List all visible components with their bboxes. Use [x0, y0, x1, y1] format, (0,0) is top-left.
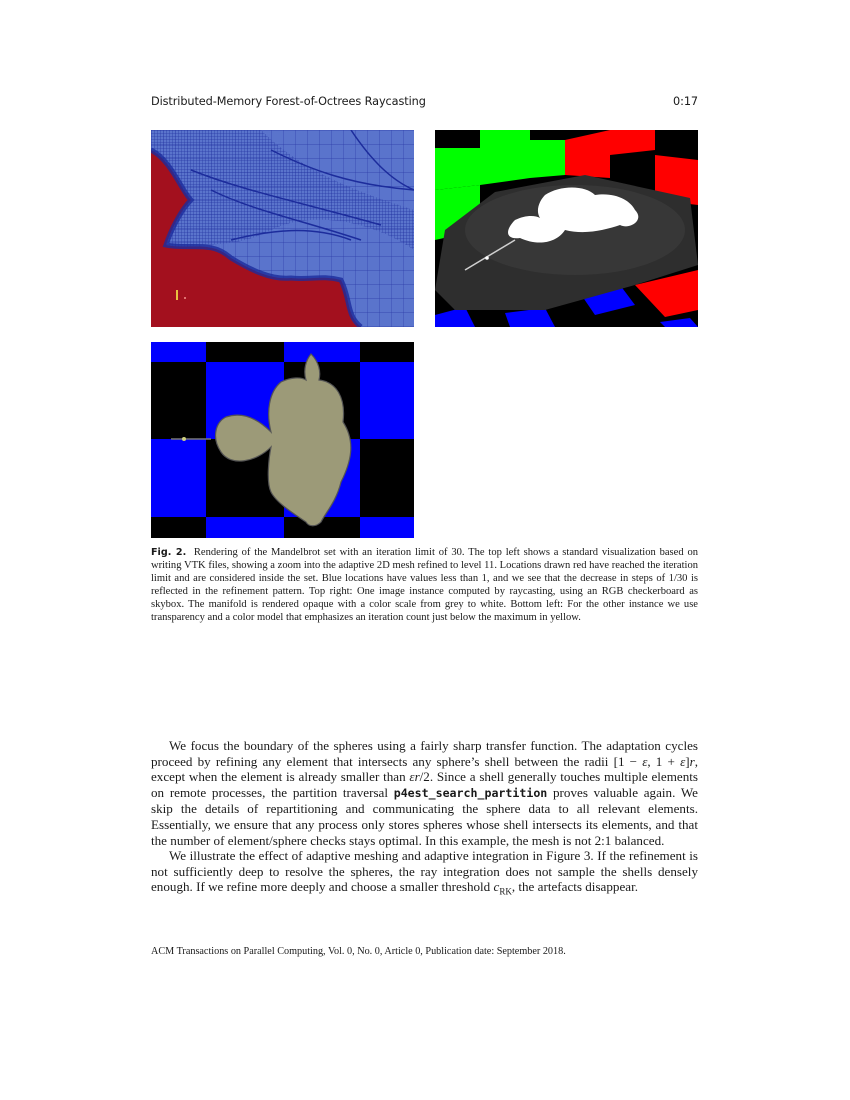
- figure-image-vtk-mesh: [151, 130, 414, 327]
- paragraph-2: [151, 848, 698, 900]
- figure-image-raycast-transparent: [151, 342, 414, 538]
- text-span: ]: [685, 753, 690, 769]
- figure-label: Fig. 2.: [151, 547, 187, 558]
- math-c: c: [493, 879, 500, 895]
- figure-image-raycast-opaque: [435, 130, 698, 327]
- page-number: 0:17: [673, 95, 698, 108]
- figure-caption-text: Rendering of the Mandelbrot set with an iteration limit of 30. The top left shows a standard visualization based on writing VTK files, showing a zoom into the adaptive 2D mesh refined to level 11. Locations drawn red have reached the iteration limit and are considered inside the set. Blue locations have values less than 1, and we see that the decrease in steps of 1/30 is reflected in the refinement pattern. Top right: One image instance computed by raycasting, using an RGB checkerboard as skybox. The manifold is rendered opaque with a color scale from grey to white. Bottom left: For the other instance we use transparency and a color model that emphasizes an iteration count just below the maximum in yellow.: [151, 547, 698, 623]
- text-span: We focus the boundary of the spheres using a fairly sharp transfer function. The adaptation cycles proceed by refining any element that intersects any sphere’s shell between the radii [1 −: [151, 738, 698, 769]
- text-span: , 1 +: [647, 753, 681, 769]
- text-span: , except when the element is already smaller than: [151, 753, 698, 785]
- math-epsilon-r: εr: [409, 769, 420, 785]
- paragraph-1: [151, 738, 698, 848]
- math-epsilon: ε: [642, 753, 648, 769]
- text-span: , the artefacts disappear.: [511, 879, 638, 895]
- text-span: We illustrate the effect of adaptive meshing and adaptive integration in Figure 3. If the refinement is not sufficiently deep to resolve the spheres, the ray integration does not sample the shells densely enough. If we refine more deeply and choose a smaller threshold: [151, 848, 698, 895]
- math-subscript: RK: [499, 886, 512, 897]
- page-footer: ACM Transactions on Parallel Computing, Vol. 0, No. 0, Article 0, Publication date: September 2018.: [151, 946, 566, 957]
- running-title: Distributed-Memory Forest-of-Octrees Raycasting: [151, 95, 426, 108]
- figure-caption: [151, 547, 698, 624]
- body-text: [151, 738, 698, 901]
- text-span: /2. Since a shell generally touches multiple elements on remote processes, the partition traversal: [151, 769, 698, 800]
- math-r: r: [689, 753, 695, 769]
- code-function-name: p4est_search_partition: [393, 785, 548, 800]
- text-span: proves valuable again. We skip the details of repartitioning and communicating the sphere data to all relevant elements. Essentially, we ensure that any process only stores spheres whose shell intersects its elements, and that the number of element/sphere checks stays optimal. In this example, the mesh is not 2:1 balanced.: [151, 784, 698, 848]
- running-head: [151, 95, 698, 108]
- math-epsilon: ε: [680, 753, 686, 769]
